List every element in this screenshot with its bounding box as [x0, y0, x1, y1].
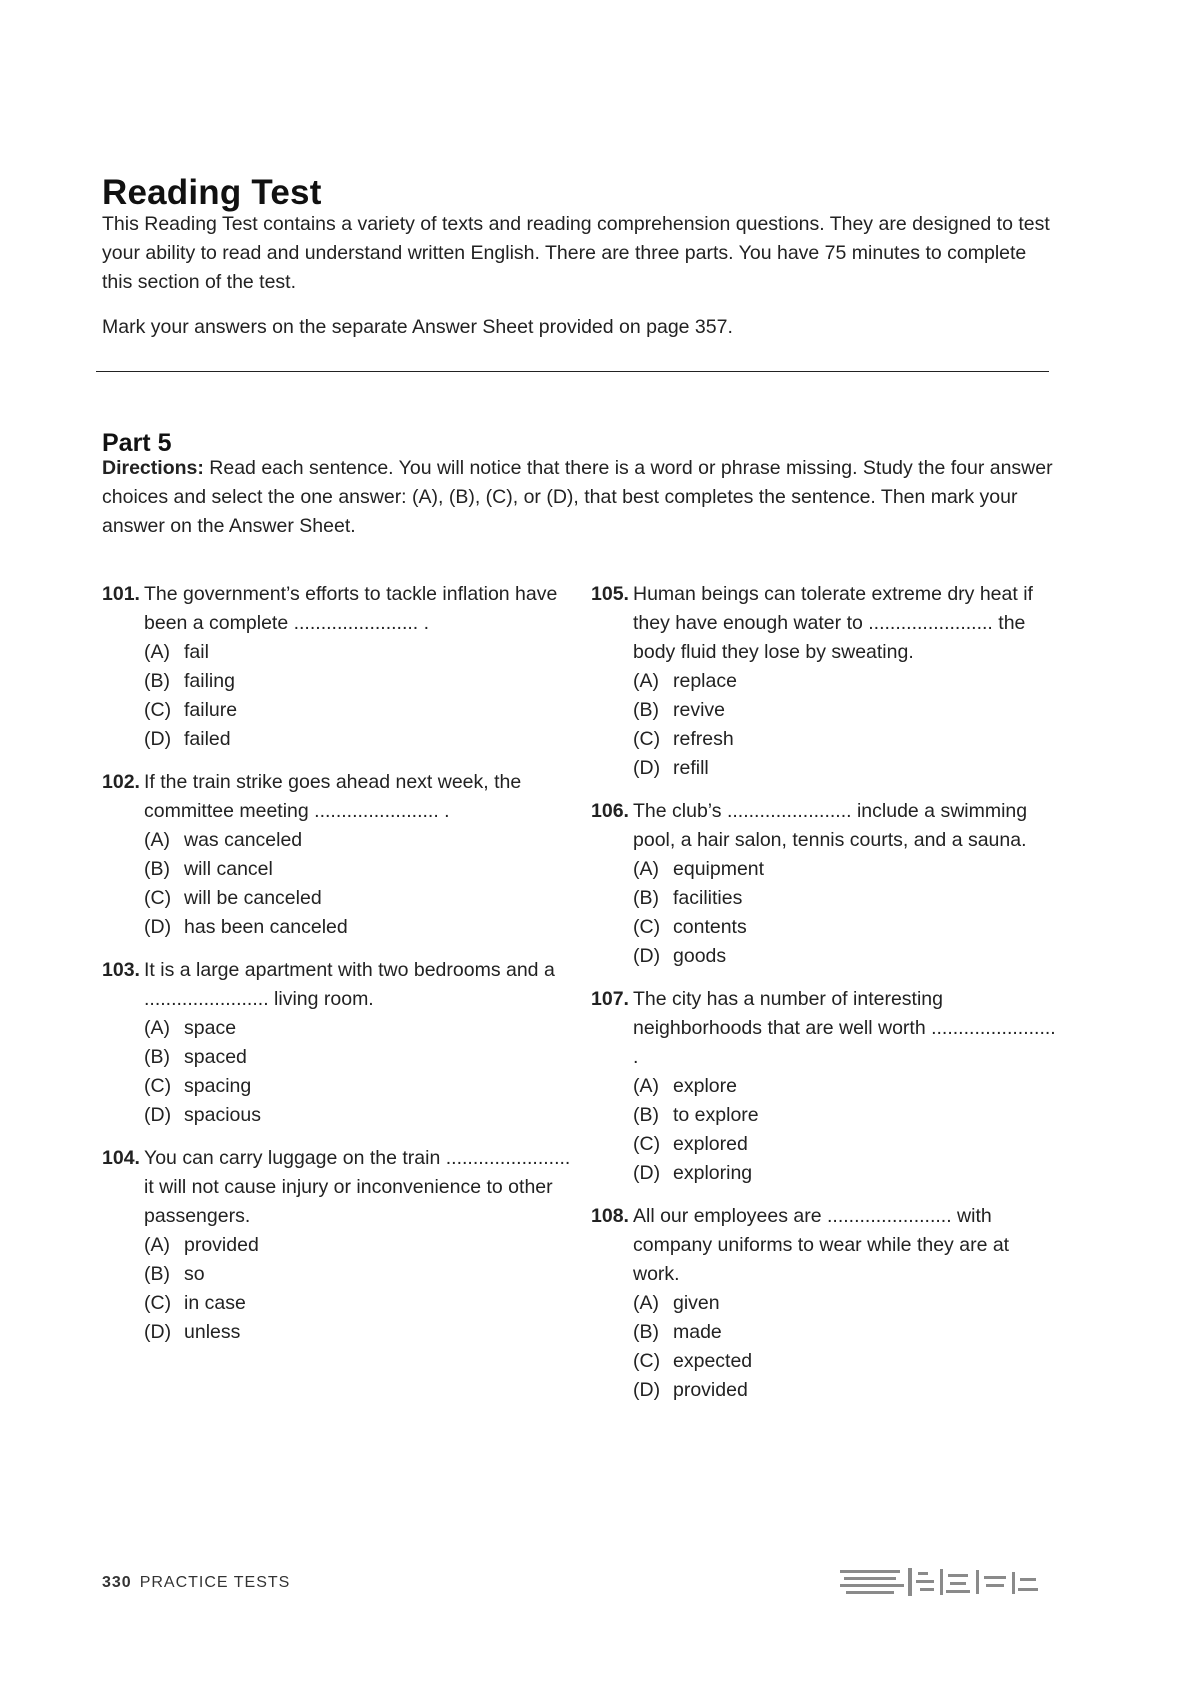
option-text: revive: [673, 699, 726, 721]
question-number: 107.: [591, 988, 629, 1010]
answer-options: [591, 667, 1061, 783]
option-letter: (A): [144, 829, 170, 851]
question-101: [102, 580, 582, 754]
option-letter: (A): [144, 1234, 170, 1256]
answer-option[interactable]: [144, 1014, 582, 1043]
page-footer: [102, 1574, 290, 1592]
answer-option[interactable]: [144, 1289, 582, 1318]
answer-option[interactable]: [633, 725, 1061, 754]
option-letter: (D): [144, 1104, 172, 1126]
answer-option[interactable]: [144, 725, 582, 754]
option-text: facilities: [673, 887, 743, 909]
question-number: 108.: [591, 1205, 629, 1227]
answer-option[interactable]: [633, 942, 1061, 971]
option-text: space: [184, 1017, 237, 1039]
option-letter: (B): [144, 670, 170, 692]
option-text: failure: [184, 699, 238, 721]
option-text: spacious: [184, 1104, 261, 1126]
question-column-left: [102, 580, 582, 1361]
option-text: has been canceled: [184, 916, 348, 938]
option-letter: (D): [633, 757, 661, 779]
option-text: expected: [673, 1350, 753, 1372]
option-text: explored: [673, 1133, 748, 1155]
question-103: [102, 956, 582, 1130]
question-text: The club’s ....................... include a swimming pool, a hair salon, tennis courts, and a sauna.: [633, 800, 1028, 851]
answer-option[interactable]: [633, 1376, 1061, 1405]
answer-options: [102, 1014, 582, 1130]
answer-option[interactable]: [144, 1101, 582, 1130]
answer-options: [102, 638, 582, 754]
question-107: [591, 985, 1061, 1188]
answer-option[interactable]: [633, 696, 1061, 725]
option-letter: (B): [633, 699, 659, 721]
answer-option[interactable]: [633, 1318, 1061, 1347]
option-letter: (B): [633, 887, 659, 909]
option-letter: (C): [144, 1292, 172, 1314]
option-letter: (C): [144, 699, 172, 721]
directions: [102, 454, 1062, 541]
option-text: fail: [184, 641, 209, 663]
option-text: exploring: [673, 1162, 753, 1184]
question-text: The government’s efforts to tackle inflation have been a complete ....................... .: [144, 583, 558, 634]
section-label: PRACTICE TESTS: [139, 1574, 291, 1591]
answer-option[interactable]: [144, 826, 582, 855]
page-number: 330: [102, 1574, 132, 1591]
question-104: [102, 1144, 582, 1347]
answer-option[interactable]: [144, 1260, 582, 1289]
answer-option[interactable]: [144, 638, 582, 667]
option-text: provided: [673, 1379, 748, 1401]
option-letter: (D): [144, 1321, 172, 1343]
option-letter: (B): [144, 858, 170, 880]
question-number: 106.: [591, 800, 629, 822]
answer-option[interactable]: [144, 1231, 582, 1260]
option-letter: (C): [633, 916, 661, 938]
answer-option[interactable]: [633, 667, 1061, 696]
answer-options: [102, 1231, 582, 1347]
option-letter: (B): [144, 1263, 170, 1285]
option-letter: (A): [633, 670, 659, 692]
question-108: [591, 1202, 1061, 1405]
option-text: so: [184, 1263, 205, 1285]
answer-option[interactable]: [144, 855, 582, 884]
answer-option[interactable]: [633, 1072, 1061, 1101]
option-letter: (A): [144, 1017, 170, 1039]
option-letter: (A): [633, 1292, 659, 1314]
answer-option[interactable]: [633, 1130, 1061, 1159]
option-text: refill: [673, 757, 709, 779]
option-text: in case: [184, 1292, 246, 1314]
question-text: You can carry luggage on the train ....................... it will not cause injury or inconvenience to other passengers.: [144, 1147, 571, 1227]
question-106: [591, 797, 1061, 971]
option-text: explore: [673, 1075, 737, 1097]
option-letter: (D): [144, 916, 172, 938]
answer-option[interactable]: [633, 913, 1061, 942]
option-text: equipment: [673, 858, 765, 880]
option-letter: (B): [144, 1046, 170, 1068]
question-number: 103.: [102, 959, 140, 981]
option-letter: (B): [633, 1104, 659, 1126]
answer-options: [102, 826, 582, 942]
answer-option[interactable]: [144, 667, 582, 696]
option-text: spaced: [184, 1046, 247, 1068]
question-105: [591, 580, 1061, 783]
option-letter: (C): [633, 1350, 661, 1372]
directions-label: Directions:: [102, 457, 204, 479]
answer-option[interactable]: [633, 1289, 1061, 1318]
option-text: refresh: [673, 728, 734, 750]
answer-options: [591, 1072, 1061, 1188]
answer-option[interactable]: [144, 1072, 582, 1101]
intro-paragraph: This Reading Test contains a variety of texts and reading comprehension questions. They are designed to test your ability to read and understand written English. There are three parts. You have 75 minutes to complete this section of the test.: [102, 213, 1050, 293]
answer-options: [591, 855, 1061, 971]
option-letter: (C): [144, 1075, 172, 1097]
answer-option[interactable]: [633, 754, 1061, 783]
option-letter: (D): [633, 945, 661, 967]
option-text: failed: [184, 728, 231, 750]
option-text: will be canceled: [184, 887, 322, 909]
question-102: [102, 768, 582, 942]
option-letter: (B): [633, 1321, 659, 1343]
question-column-right: [591, 580, 1061, 1419]
question-text: All our employees are ....................... with company uniforms to wear while they are at work.: [633, 1205, 1010, 1285]
option-letter: (A): [144, 641, 170, 663]
option-text: was canceled: [184, 829, 303, 851]
answer-sheet-note: Mark your answers on the separate Answer Sheet provided on page 357.: [102, 316, 733, 338]
question-number: 104.: [102, 1147, 140, 1169]
option-letter: (A): [633, 858, 659, 880]
answer-option[interactable]: [633, 1159, 1061, 1188]
option-letter: (C): [633, 1133, 661, 1155]
intro-text: [102, 210, 1062, 342]
footer-decoration: [840, 1564, 1040, 1600]
option-text: given: [673, 1292, 720, 1314]
option-text: made: [673, 1321, 722, 1343]
answer-option[interactable]: [633, 884, 1061, 913]
answer-option[interactable]: [144, 1318, 582, 1347]
answer-option[interactable]: [144, 913, 582, 942]
question-text: It is a large apartment with two bedrooms and a ....................... living room.: [144, 959, 555, 1010]
part-title: Part 5: [102, 428, 172, 457]
answer-option[interactable]: [144, 884, 582, 913]
option-letter: (D): [633, 1379, 661, 1401]
option-text: provided: [184, 1234, 259, 1256]
directions-text: Read each sentence. You will notice that there is a word or phrase missing. Study the four answer choices and select the one answer: (A), (B), (C), or (D), that best completes the sentence. Then mark your answer on the Answer Sheet.: [102, 457, 1053, 537]
option-text: goods: [673, 945, 727, 967]
option-text: contents: [673, 916, 747, 938]
question-number: 101.: [102, 583, 140, 605]
option-text: replace: [673, 670, 737, 692]
answer-option[interactable]: [144, 1043, 582, 1072]
question-text: If the train strike goes ahead next week, the committee meeting ....................... .: [144, 771, 522, 822]
answer-option[interactable]: [144, 696, 582, 725]
option-text: failing: [184, 670, 235, 692]
option-letter: (C): [633, 728, 661, 750]
option-letter: (A): [633, 1075, 659, 1097]
option-letter: (C): [144, 887, 172, 909]
question-text: The city has a number of interesting neighborhoods that are well worth ....................... .: [633, 988, 1056, 1068]
question-text: Human beings can tolerate extreme dry heat if they have enough water to ....................... the body fluid they lose by sweating.: [633, 583, 1033, 663]
section-divider: [96, 371, 1049, 372]
option-text: unless: [184, 1321, 241, 1343]
answer-options: [591, 1289, 1061, 1405]
option-text: to explore: [673, 1104, 759, 1126]
option-text: spacing: [184, 1075, 252, 1097]
answer-option[interactable]: [633, 855, 1061, 884]
question-number: 105.: [591, 583, 629, 605]
page-title: Reading Test: [102, 173, 322, 213]
question-number: 102.: [102, 771, 140, 793]
option-letter: (D): [144, 728, 172, 750]
answer-option[interactable]: [633, 1101, 1061, 1130]
option-text: will cancel: [184, 858, 273, 880]
answer-option[interactable]: [633, 1347, 1061, 1376]
option-letter: (D): [633, 1162, 661, 1184]
